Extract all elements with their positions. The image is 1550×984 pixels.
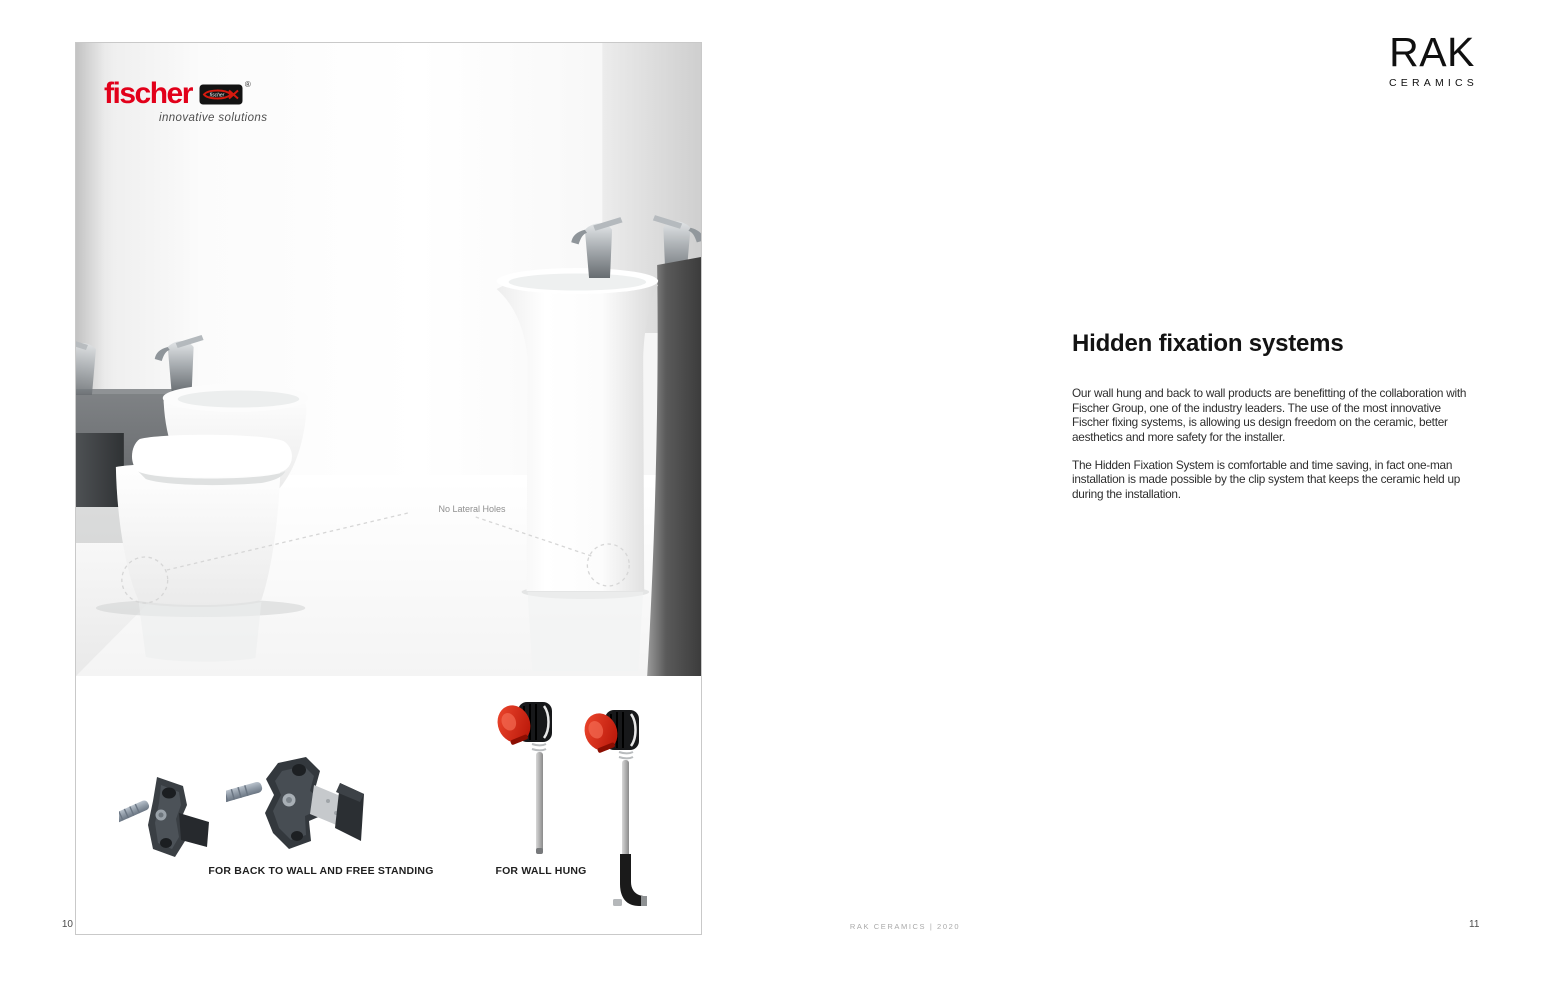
page-number-left: 10 xyxy=(61,919,73,930)
rak-ceramics-logo xyxy=(1384,29,1480,89)
rak-logo-name: RAK xyxy=(1389,29,1475,75)
fixation-bracket-large xyxy=(226,743,368,865)
svg-text:fischer: fischer xyxy=(209,92,225,99)
caption-back-to-wall: FOR BACK TO WALL AND FREE STANDING xyxy=(208,865,434,877)
article-paragraph-2: The Hidden Fixation System is comfortable and time saving, in fact one-man installation is made possible by the clip system that keeps the ceramic held up during the installation. xyxy=(1072,458,1461,501)
wall-hung-fixation-pin-short xyxy=(494,698,560,860)
article xyxy=(1072,331,1472,501)
fischer-logo xyxy=(104,79,267,124)
fischer-wordmark: fischer xyxy=(104,77,192,110)
left-page xyxy=(75,42,702,935)
no-lateral-holes-label: No Lateral Holes xyxy=(438,504,506,514)
fischer-fish-badge-icon xyxy=(199,84,243,105)
rak-logo-subtitle: CERAMICS xyxy=(1388,77,1479,89)
page-number-right: 11 xyxy=(1469,919,1480,930)
registered-trademark: ® xyxy=(244,80,251,89)
fixation-bracket-small xyxy=(119,761,211,869)
caption-wall-hung: FOR WALL HUNG xyxy=(495,865,587,877)
footer-text: RAK CERAMICS | 2020 xyxy=(849,922,961,931)
article-paragraph-1: Our wall hung and back to wall products are benefitting of the collaboration with Fischer Group, one of the industry leaders. The use of the most innovative Fischer fixing systems, is allowing us design freedom on the ceramic, better aesthetics and more safety for the installer. xyxy=(1072,386,1467,444)
wall-hung-fixation-pin-long xyxy=(579,704,649,908)
bathroom-scene xyxy=(76,43,701,676)
bathroom-photo xyxy=(76,43,701,676)
article-title: Hidden fixation systems xyxy=(1072,330,1344,357)
fischer-tagline: innovative solutions xyxy=(159,112,268,124)
